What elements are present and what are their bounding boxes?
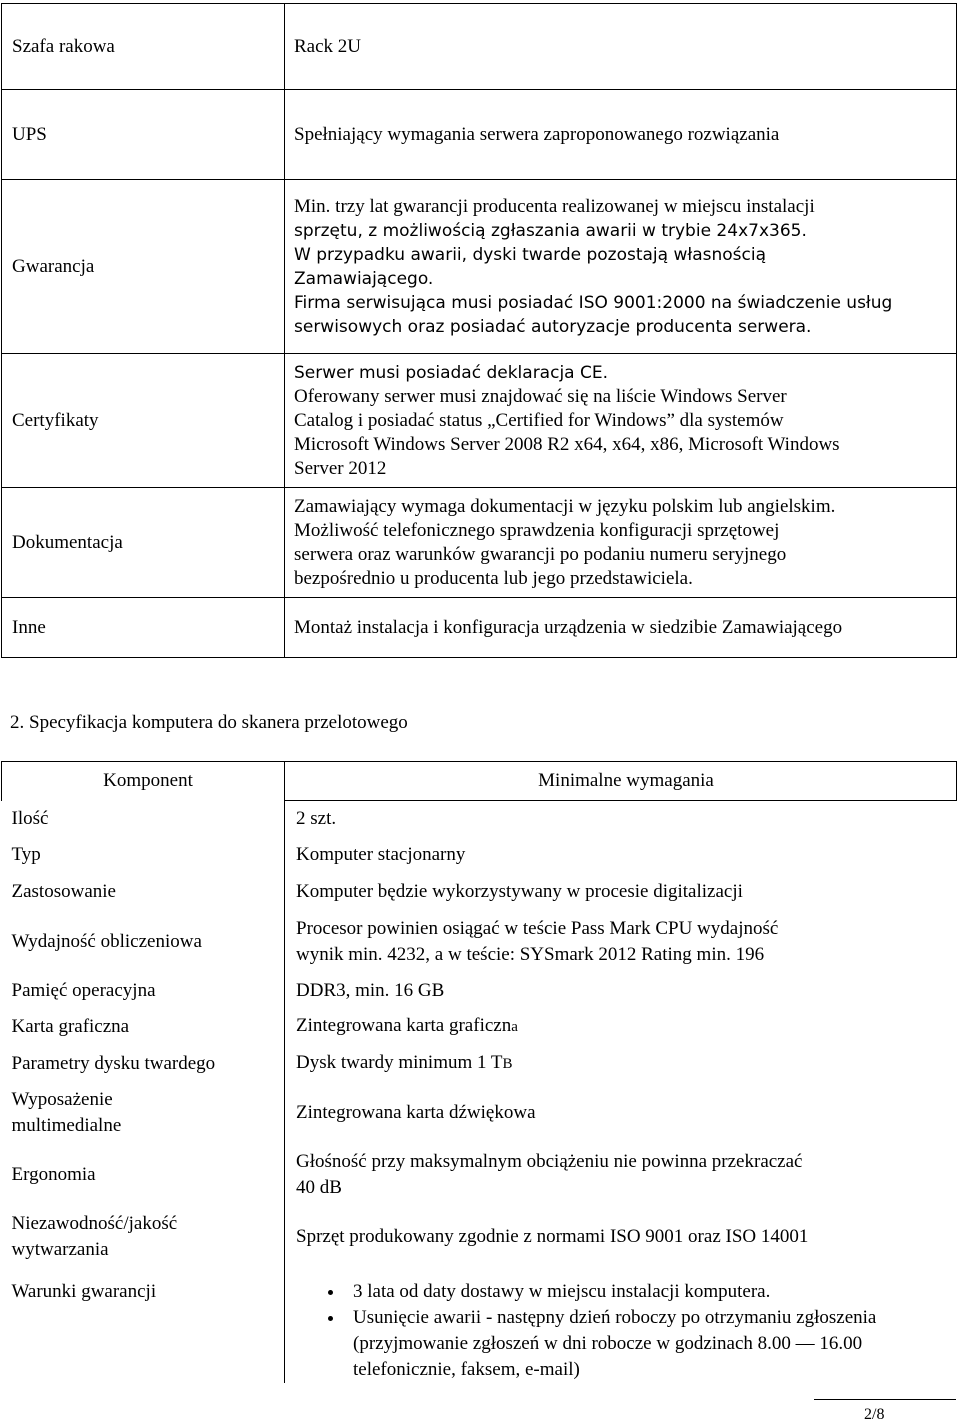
footer-divider bbox=[814, 1399, 956, 1400]
row-value: Montaż instalacja i konfiguracja urządzenia w siedzibie Zamawiającego bbox=[285, 598, 957, 658]
row-label: Wydajność obliczeniowa bbox=[11, 930, 202, 952]
table-row bbox=[2, 1045, 957, 1083]
table-row bbox=[2, 4, 957, 90]
row-label bbox=[2, 1207, 285, 1267]
text-line: serwera oraz warunków gwarancji po podaniu numeru seryjnego bbox=[294, 543, 787, 565]
text-line: bezpośrednio u producenta lub jego przedstawiciela. bbox=[294, 567, 693, 589]
table-row bbox=[2, 1009, 957, 1045]
text-line: Możliwość telefonicznego sprawdzenia konfiguracji sprzętowej bbox=[294, 519, 780, 541]
computer-spec-table bbox=[1, 761, 957, 1383]
label-line: Niezawodność/jakość bbox=[11, 1212, 178, 1234]
row-label bbox=[2, 1083, 285, 1143]
row-value: Komputer będzie wykorzystywany w procesie digitalizacji bbox=[285, 873, 957, 911]
text-line: Server 2012 bbox=[294, 457, 387, 479]
table-row bbox=[2, 1207, 957, 1267]
text-line: serwisowych oraz posiadać autoryzacje producenta serwera. bbox=[294, 316, 812, 337]
row-label: Szafa rakowa bbox=[2, 4, 285, 90]
text-line: sprzętu, z możliwością zgłaszania awarii w trybie 24x7x365. bbox=[294, 220, 807, 241]
value-main: Zintegrowana karta graficzn bbox=[296, 1015, 512, 1036]
row-label: Parametry dysku twardego bbox=[11, 1052, 216, 1074]
table-row bbox=[2, 973, 957, 1009]
table-row bbox=[2, 837, 957, 873]
row-value bbox=[285, 1045, 957, 1083]
row-label: Certyfikaty bbox=[2, 354, 285, 488]
row-label: UPS bbox=[2, 90, 285, 180]
table-row bbox=[2, 90, 957, 180]
label-line: Wyposażenie bbox=[11, 1088, 113, 1110]
text-line: Serwer musi posiadać deklaracja CE. bbox=[294, 362, 609, 383]
table-row bbox=[2, 598, 957, 658]
table-row bbox=[2, 180, 957, 354]
text-line: Zamawiającego. bbox=[294, 268, 434, 289]
text-line: Głośność przy maksymalnym obciążeniu nie powinna przekraczać bbox=[296, 1150, 803, 1172]
text-line: wynik min. 4232, a w teście: SYSmark 2012 Rating min. 196 bbox=[296, 943, 765, 965]
row-label: Zastosowanie bbox=[11, 880, 116, 902]
label-line: wytwarzania bbox=[11, 1238, 109, 1260]
row-value bbox=[285, 180, 957, 354]
table-row bbox=[2, 801, 957, 837]
text-line: Procesor powinien osiągać w teście Pass Mark CPU wydajność bbox=[296, 917, 779, 939]
text-line: Firma serwisująca musi posiadać ISO 9001:2000 na świadczenie usług bbox=[294, 292, 893, 313]
row-label: Pamięć operacyjna bbox=[11, 979, 156, 1001]
value-suffix: a bbox=[511, 1019, 518, 1035]
row-value bbox=[285, 488, 957, 598]
header-requirements: Minimalne wymagania bbox=[285, 762, 957, 801]
row-value bbox=[285, 1009, 957, 1045]
label-line: multimedialne bbox=[11, 1114, 122, 1136]
row-value: Zintegrowana karta dźwiękowa bbox=[285, 1083, 957, 1143]
text-line: Zamawiający wymaga dokumentacji w języku polskim lub angielskim. bbox=[294, 495, 836, 517]
table-row bbox=[2, 911, 957, 973]
text-line: W przypadku awarii, dyski twarde pozostają własnością bbox=[294, 244, 766, 265]
row-label: Ilość bbox=[11, 807, 49, 829]
warranty-list bbox=[285, 1279, 957, 1383]
section-title: 2. Specyfikacja komputera do skanera przelotowego bbox=[10, 712, 408, 733]
text-line: 40 dB bbox=[296, 1176, 342, 1198]
table-row bbox=[2, 1143, 957, 1207]
value-main: Dysk twardy minimum 1 T bbox=[296, 1052, 503, 1073]
text-line: Oferowany serwer musi znajdować się na liście Windows Server bbox=[294, 385, 787, 407]
row-label: Inne bbox=[2, 598, 285, 658]
list-item: • 3 lata od daty dostawy w miejscu instalacji komputera. bbox=[345, 1279, 957, 1305]
table-row bbox=[2, 873, 957, 911]
header-component: Komponent bbox=[2, 762, 285, 801]
text-line: Catalog i posiadać status „Certified for Windows” dla systemów bbox=[294, 409, 784, 431]
page-number: 2/8 bbox=[864, 1406, 885, 1423]
table-row bbox=[2, 1083, 957, 1143]
text-line: Microsoft Windows Server 2008 R2 x64, x64, x86, Microsoft Windows bbox=[294, 433, 840, 455]
row-value: Sprzęt produkowany zgodnie z normami ISO 9001 oraz ISO 14001 bbox=[285, 1207, 957, 1267]
row-value: DDR3, min. 16 GB bbox=[285, 973, 957, 1009]
row-label: Gwarancja bbox=[2, 180, 285, 354]
list-item: • Usunięcie awarii - następny dzień roboczy po otrzymaniu zgłoszenia (przyjmowanie zgłoszeń w dni robocze w godzinach 8.00 — 16.00 telefonicznie, faksem, e-mail) bbox=[345, 1305, 957, 1383]
row-label: Warunki gwarancji bbox=[11, 1280, 157, 1302]
table-row bbox=[2, 488, 957, 598]
table-row bbox=[2, 1267, 957, 1383]
row-value: Komputer stacjonarny bbox=[285, 837, 957, 873]
row-value: 2 szt. bbox=[285, 801, 957, 837]
row-value: Rack 2U bbox=[285, 4, 957, 90]
row-label: Dokumentacja bbox=[2, 488, 285, 598]
row-label: Ergonomia bbox=[11, 1163, 96, 1185]
text-line: Min. trzy lat gwarancji producenta realizowanej w miejscu instalacji bbox=[294, 195, 815, 217]
row-value bbox=[285, 1143, 957, 1207]
row-value bbox=[285, 354, 957, 488]
row-label: Karta graficzna bbox=[11, 1015, 130, 1037]
server-requirements-table bbox=[1, 3, 957, 658]
row-value: Spełniający wymagania serwera zaproponowanego rozwiązania bbox=[285, 90, 957, 180]
row-value bbox=[285, 911, 957, 973]
table-row bbox=[2, 354, 957, 488]
value-suffix: B bbox=[502, 1056, 513, 1072]
table-header bbox=[2, 762, 957, 801]
row-value bbox=[285, 1267, 957, 1383]
row-label: Typ bbox=[11, 843, 41, 865]
